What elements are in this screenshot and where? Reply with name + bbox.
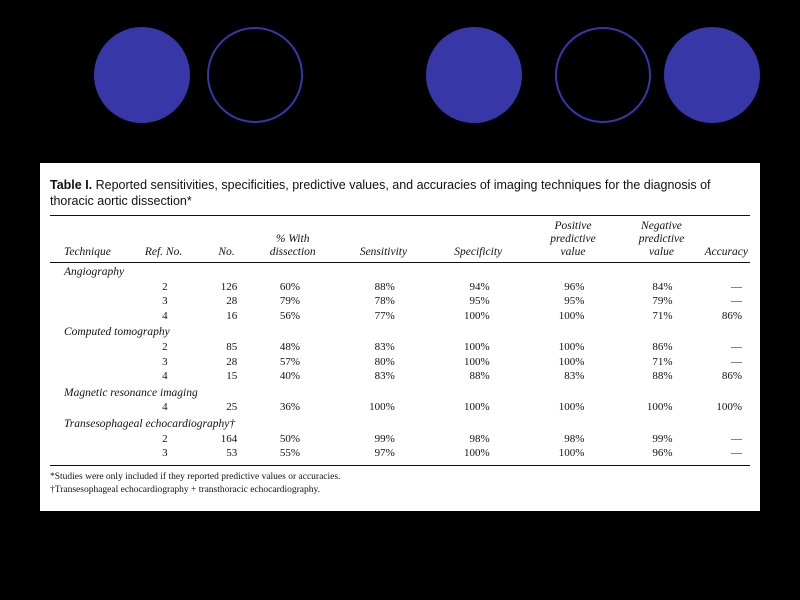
ref-cell: 2	[162, 340, 168, 353]
results-table	[50, 216, 750, 461]
technique-cell	[50, 446, 123, 461]
acc-cell: —	[731, 432, 742, 445]
ppv-cell: 96%	[564, 280, 585, 293]
npv-cell: 96%	[652, 447, 673, 460]
table-caption-text: Reported sensitivities, specificities, predictive values, and accuracies of imaging techniques for the diagnosis of thoracic aortic dissection*	[50, 178, 711, 208]
sens-cell: 83%	[374, 340, 395, 353]
ppv-cell: 95%	[564, 295, 585, 308]
sens-cell: 77%	[374, 309, 395, 322]
spec-cell: 98%	[469, 432, 490, 445]
group-label: Transesophageal echocardiography†	[64, 417, 236, 430]
technique-cell	[50, 340, 123, 355]
footnotes	[50, 465, 750, 497]
group-row	[50, 415, 750, 432]
no-cell: 126	[220, 280, 238, 293]
group-label: Angiography	[64, 266, 125, 278]
group-row	[50, 263, 750, 280]
header-technique: Technique	[64, 246, 111, 258]
table-row	[50, 280, 750, 295]
header-pct-dissection: % With dissection	[269, 233, 316, 258]
npv-cell: 88%	[652, 370, 673, 383]
header-npv: Negative predictive value	[638, 220, 685, 258]
ref-cell: 4	[162, 309, 168, 322]
pct-cell: 56%	[279, 309, 301, 322]
no-cell: 164	[220, 432, 238, 445]
table-caption-label: Table I.	[50, 178, 93, 192]
npv-cell: 84%	[652, 280, 673, 293]
technique-cell	[50, 400, 123, 415]
group-label: Computed tomography	[64, 326, 170, 339]
sens-cell: 97%	[374, 447, 395, 460]
ref-cell: 4	[162, 370, 168, 383]
table-row	[50, 400, 750, 415]
ppv-cell: 100%	[558, 401, 585, 414]
filled-circle-decoration	[94, 27, 190, 123]
acc-cell: —	[731, 280, 742, 293]
no-cell: 53	[226, 447, 238, 460]
spec-cell: 95%	[469, 295, 490, 308]
technique-cell	[50, 355, 123, 370]
ppv-cell: 83%	[564, 370, 585, 383]
filled-circle-decoration	[664, 27, 760, 123]
pct-cell: 36%	[279, 401, 301, 414]
table-row	[50, 369, 750, 384]
acc-cell: —	[731, 355, 742, 368]
no-cell: 16	[226, 309, 238, 322]
technique-cell	[50, 309, 123, 324]
npv-cell: 71%	[652, 309, 673, 322]
filled-circle-decoration	[426, 27, 522, 123]
outline-circle-decoration	[207, 27, 303, 123]
ref-cell: 2	[162, 432, 168, 445]
no-cell: 28	[226, 355, 238, 368]
spec-cell: 100%	[463, 401, 490, 414]
table-body	[50, 263, 750, 461]
header-no: No.	[218, 246, 235, 258]
pct-cell: 40%	[279, 370, 301, 383]
spec-cell: 94%	[469, 280, 490, 293]
ppv-cell: 100%	[558, 355, 585, 368]
sens-cell: 99%	[374, 432, 395, 445]
spec-cell: 88%	[469, 370, 490, 383]
pct-cell: 60%	[279, 280, 301, 293]
table-row	[50, 432, 750, 447]
pct-cell: 50%	[279, 432, 301, 445]
pct-cell: 48%	[279, 340, 301, 353]
technique-cell	[50, 369, 123, 384]
table-image-panel	[40, 163, 760, 511]
acc-cell: 100%	[716, 401, 742, 414]
technique-cell	[50, 280, 123, 295]
acc-cell: 86%	[721, 370, 742, 383]
acc-cell: —	[731, 447, 742, 460]
group-label: Magnetic resonance imaging	[64, 386, 198, 399]
ppv-cell: 100%	[558, 340, 585, 353]
table-row	[50, 446, 750, 461]
acc-cell: —	[731, 295, 742, 308]
spec-cell: 100%	[463, 309, 490, 322]
sens-cell: 80%	[374, 355, 395, 368]
outline-circle-decoration	[555, 27, 651, 123]
pct-cell: 57%	[279, 355, 301, 368]
ref-cell: 2	[162, 280, 168, 293]
no-cell: 15	[226, 370, 238, 383]
spec-cell: 100%	[463, 340, 490, 353]
sens-cell: 100%	[369, 401, 395, 414]
footnote: †Transesophageal echocardiography + transthoracic echocardiography.	[50, 484, 321, 495]
ppv-cell: 98%	[564, 432, 585, 445]
ref-cell: 3	[162, 295, 168, 308]
ref-cell: 3	[162, 447, 168, 460]
header-ppv: Positive predictive value	[550, 220, 596, 258]
table-row	[50, 340, 750, 355]
technique-cell	[50, 294, 123, 309]
table-caption	[50, 177, 750, 209]
sens-cell: 78%	[374, 295, 395, 308]
spec-cell: 100%	[463, 355, 490, 368]
header-ref-no: Ref. No.	[144, 246, 183, 258]
ppv-cell: 100%	[558, 447, 585, 460]
header-row	[50, 216, 750, 263]
npv-cell: 100%	[646, 401, 673, 414]
sens-cell: 83%	[374, 370, 395, 383]
group-row	[50, 384, 750, 401]
npv-cell: 99%	[652, 432, 673, 445]
header-specificity: Specificity	[454, 246, 503, 258]
npv-cell: 86%	[652, 340, 673, 353]
footnote: *Studies were only included if they reported predictive values or accuracies.	[50, 471, 341, 482]
header-accuracy: Accuracy	[704, 246, 748, 258]
table-row	[50, 294, 750, 309]
spec-cell: 100%	[463, 447, 490, 460]
npv-cell: 79%	[652, 295, 673, 308]
table-row	[50, 355, 750, 370]
group-row	[50, 323, 750, 340]
sens-cell: 88%	[374, 280, 395, 293]
ppv-cell: 100%	[558, 309, 585, 322]
acc-cell: —	[731, 340, 742, 353]
no-cell: 25	[226, 401, 238, 414]
pct-cell: 55%	[279, 447, 301, 460]
acc-cell: 86%	[721, 309, 742, 322]
no-cell: 85	[226, 340, 238, 353]
no-cell: 28	[226, 295, 238, 308]
npv-cell: 71%	[652, 355, 673, 368]
header-sensitivity: Sensitivity	[359, 246, 408, 258]
ref-cell: 4	[162, 401, 168, 414]
ref-cell: 3	[162, 355, 168, 368]
table-row	[50, 309, 750, 324]
technique-cell	[50, 432, 123, 447]
pct-cell: 79%	[279, 295, 301, 308]
